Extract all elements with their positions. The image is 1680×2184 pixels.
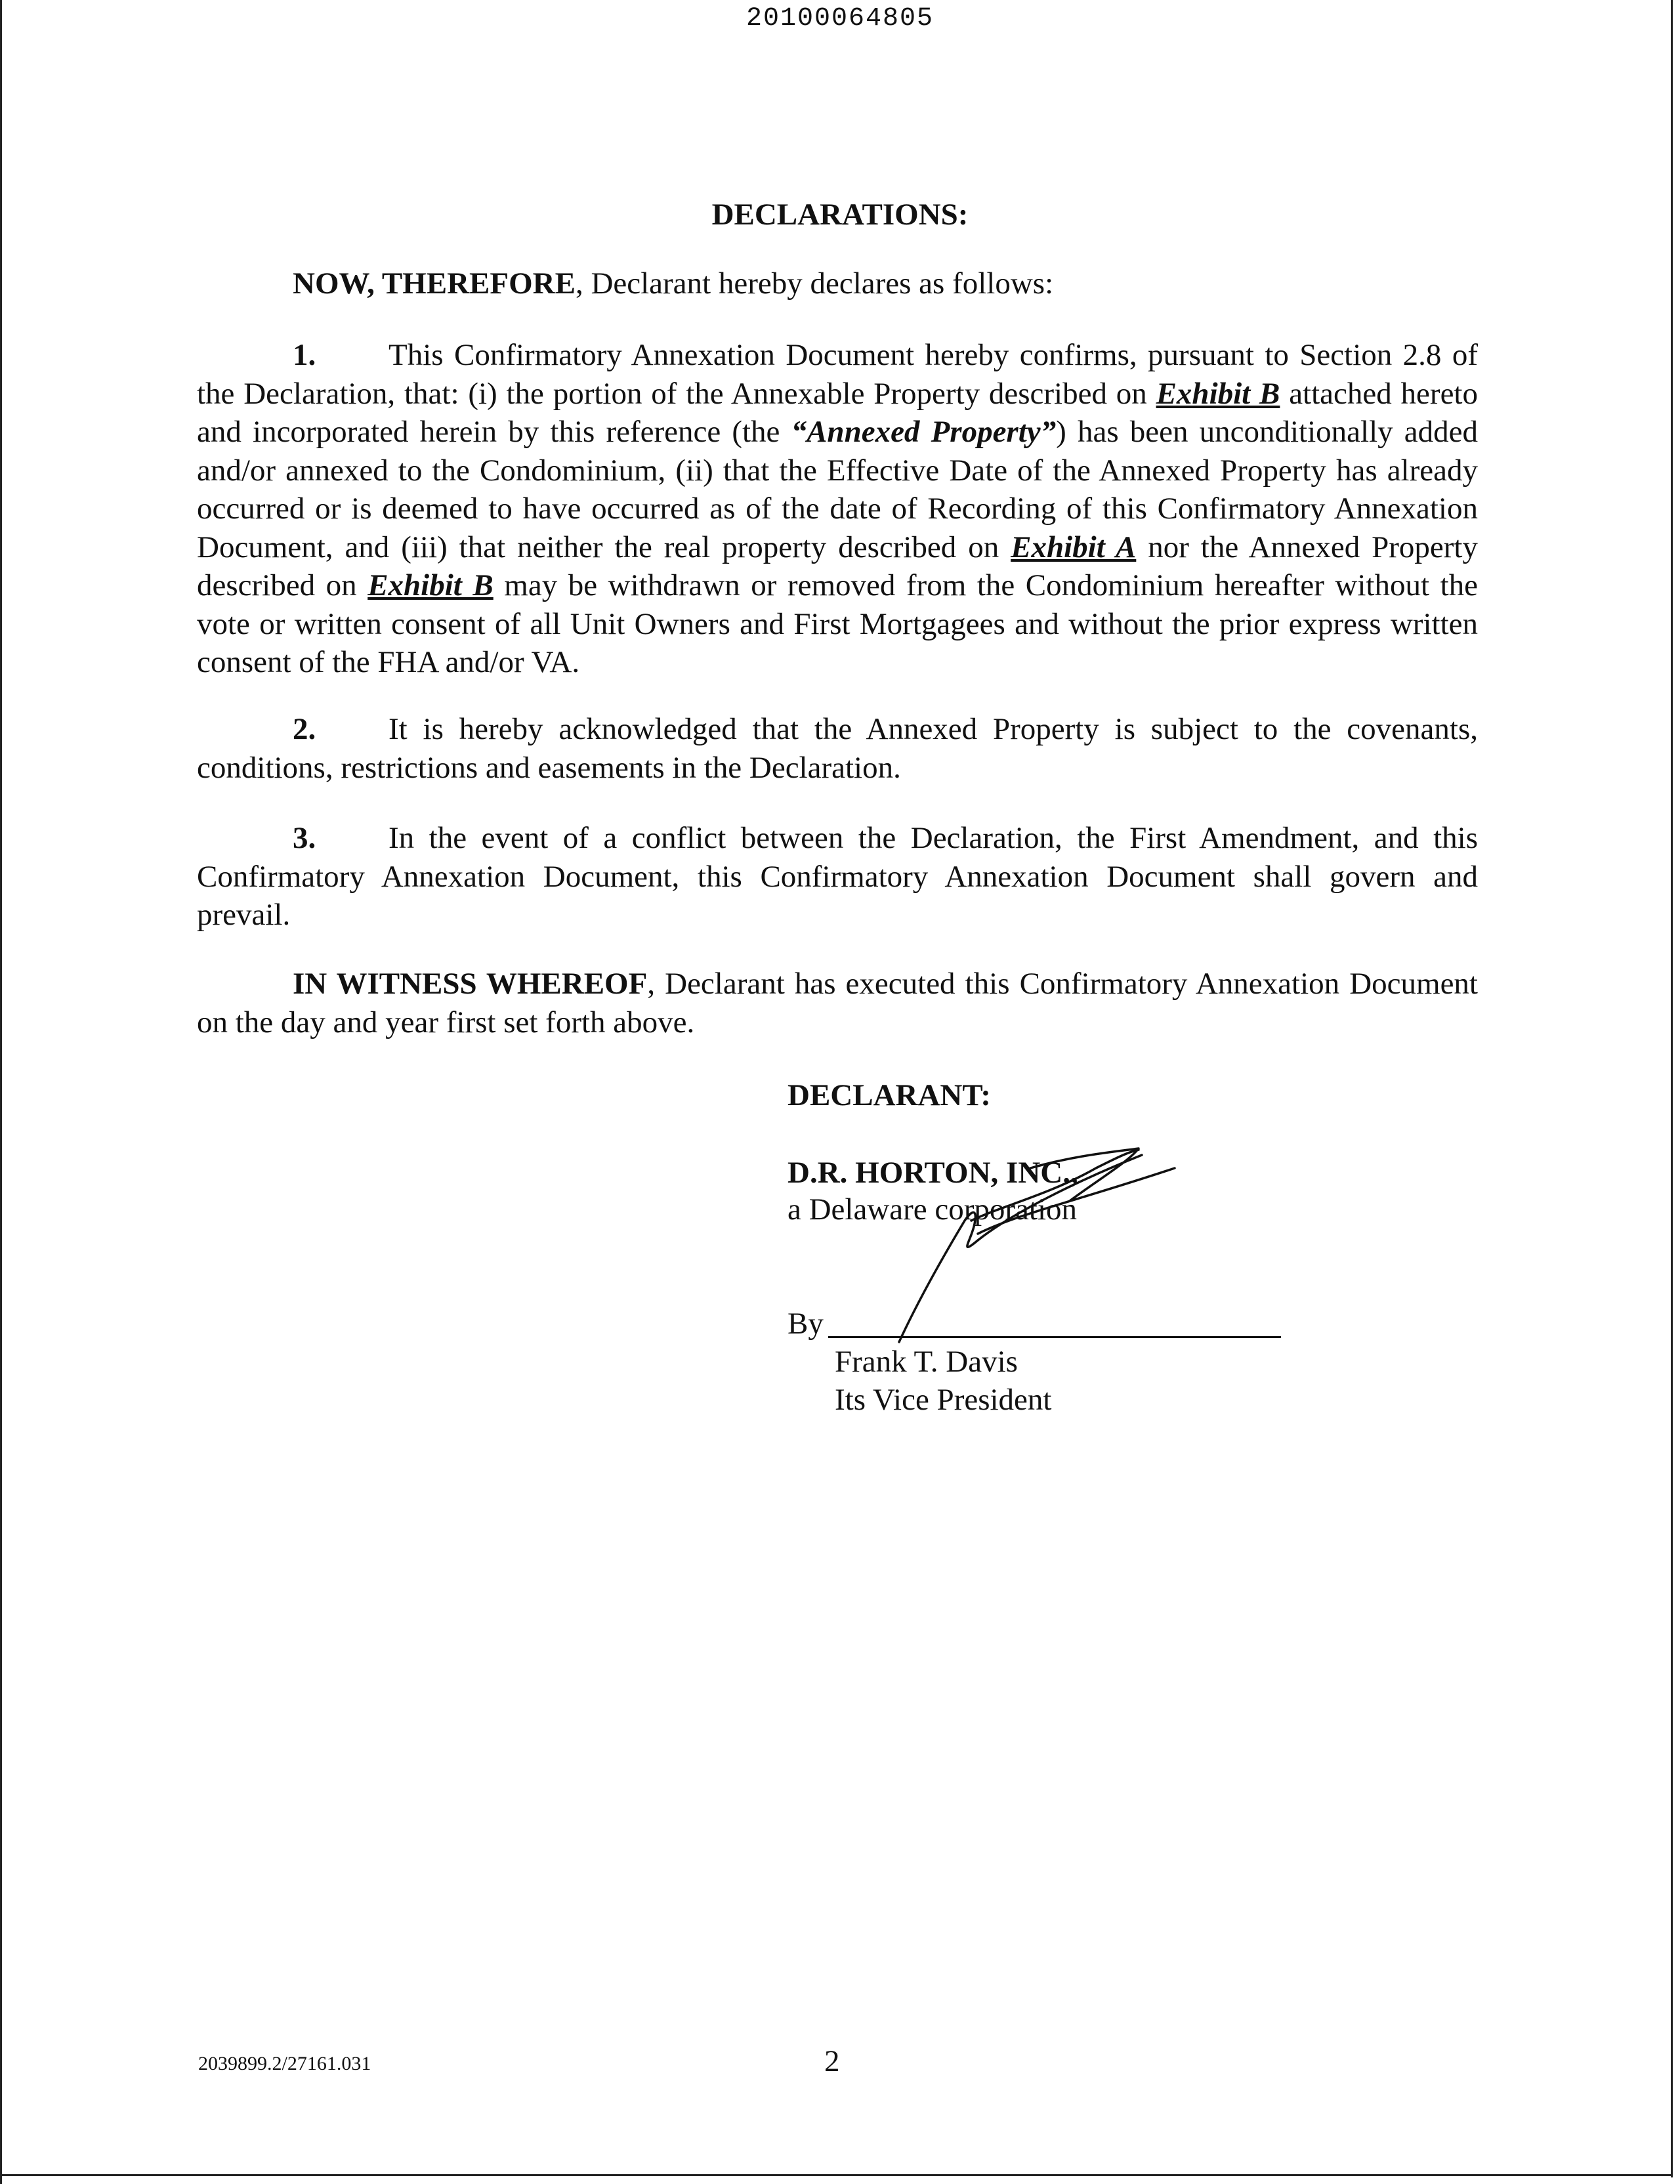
paragraph-2-number: 2. <box>293 712 316 746</box>
signer-name: Frank T. Davis <box>835 1345 1018 1379</box>
exhibit-a-reference: Exhibit A <box>1011 530 1137 564</box>
paragraph-1-text-e: may be withdrawn or removed from the Condominium hereafter without the vote or written consent of all Unit Owners and First Mortgagees and without the prior express written consent of the FHA and/or VA. <box>197 568 1478 679</box>
declarations-heading: DECLARATIONS: <box>711 198 969 232</box>
witness-bold: IN WITNESS WHEREOF <box>293 967 648 1001</box>
paragraph-2 <box>197 710 1478 787</box>
page-number: 2 <box>824 2044 840 2078</box>
record-number: 20100064805 <box>746 4 934 33</box>
paragraph-2-text: It is hereby acknowledged that the Annexed Property is subject to the covenants, conditions, restrictions and easements in the Declaration. <box>197 712 1478 785</box>
signer-title: Its Vice President <box>835 1383 1052 1417</box>
exhibit-b-reference-2: Exhibit B <box>368 568 494 602</box>
scan-border-left <box>0 0 2 2184</box>
paragraph-1-text-d: nor the Annexed Property described on <box>197 530 1478 602</box>
by-label: By <box>788 1307 824 1341</box>
witness-text: , Declarant has executed this Confirmatory Annexation Document on the day and year first set forth above. <box>197 967 1478 1040</box>
declarant-label: DECLARANT: <box>788 1078 991 1112</box>
annexed-property-term: “Annexed Property” <box>791 415 1057 449</box>
paragraph-1-text-c: ) has been unconditionally added and/or annexed to the Condominium, (ii) that the Effective Date of the Annexed Property has already occurred or is deemed to have occurred as of the date of Recording of this Confirmatory Annexation Document, and (iii) that neither the real property described on <box>197 415 1479 564</box>
handwritten-signature <box>879 1142 1181 1345</box>
document-id: 2039899.2/27161.031 <box>198 2053 371 2074</box>
paragraph-3-text: In the event of a conflict between the Declaration, the First Amendment, and this Confirmatory Annexation Document, this Confirmatory Annexation Document shall govern and prevail. <box>197 821 1478 932</box>
paragraph-3-number: 3. <box>293 821 316 855</box>
paragraph-1-text-a: This Confirmatory Annexation Document hereby confirms, pursuant to Section 2.8 of the Declaration, that: (i) the portion of the Annexable Property described on <box>197 338 1478 411</box>
witness-paragraph <box>197 965 1478 1041</box>
paragraph-1-text-b: attached hereto and incorporated herein by this reference (the <box>197 376 1478 449</box>
paragraph-1-number: 1. <box>293 338 316 372</box>
intro-bold: NOW, THEREFORE <box>293 266 576 301</box>
paragraph-1 <box>197 336 1478 682</box>
company-name: D.R. HORTON, INC., <box>788 1156 1078 1190</box>
scan-border-right <box>1671 0 1673 2177</box>
paragraph-3 <box>197 819 1478 934</box>
scan-border-bottom <box>0 2174 1673 2176</box>
exhibit-b-reference: Exhibit B <box>1156 376 1280 411</box>
intro-rest: , Declarant hereby declares as follows: <box>575 266 1054 301</box>
intro-line <box>293 266 1053 301</box>
corporation-type: a Delaware corporation <box>788 1192 1078 1227</box>
